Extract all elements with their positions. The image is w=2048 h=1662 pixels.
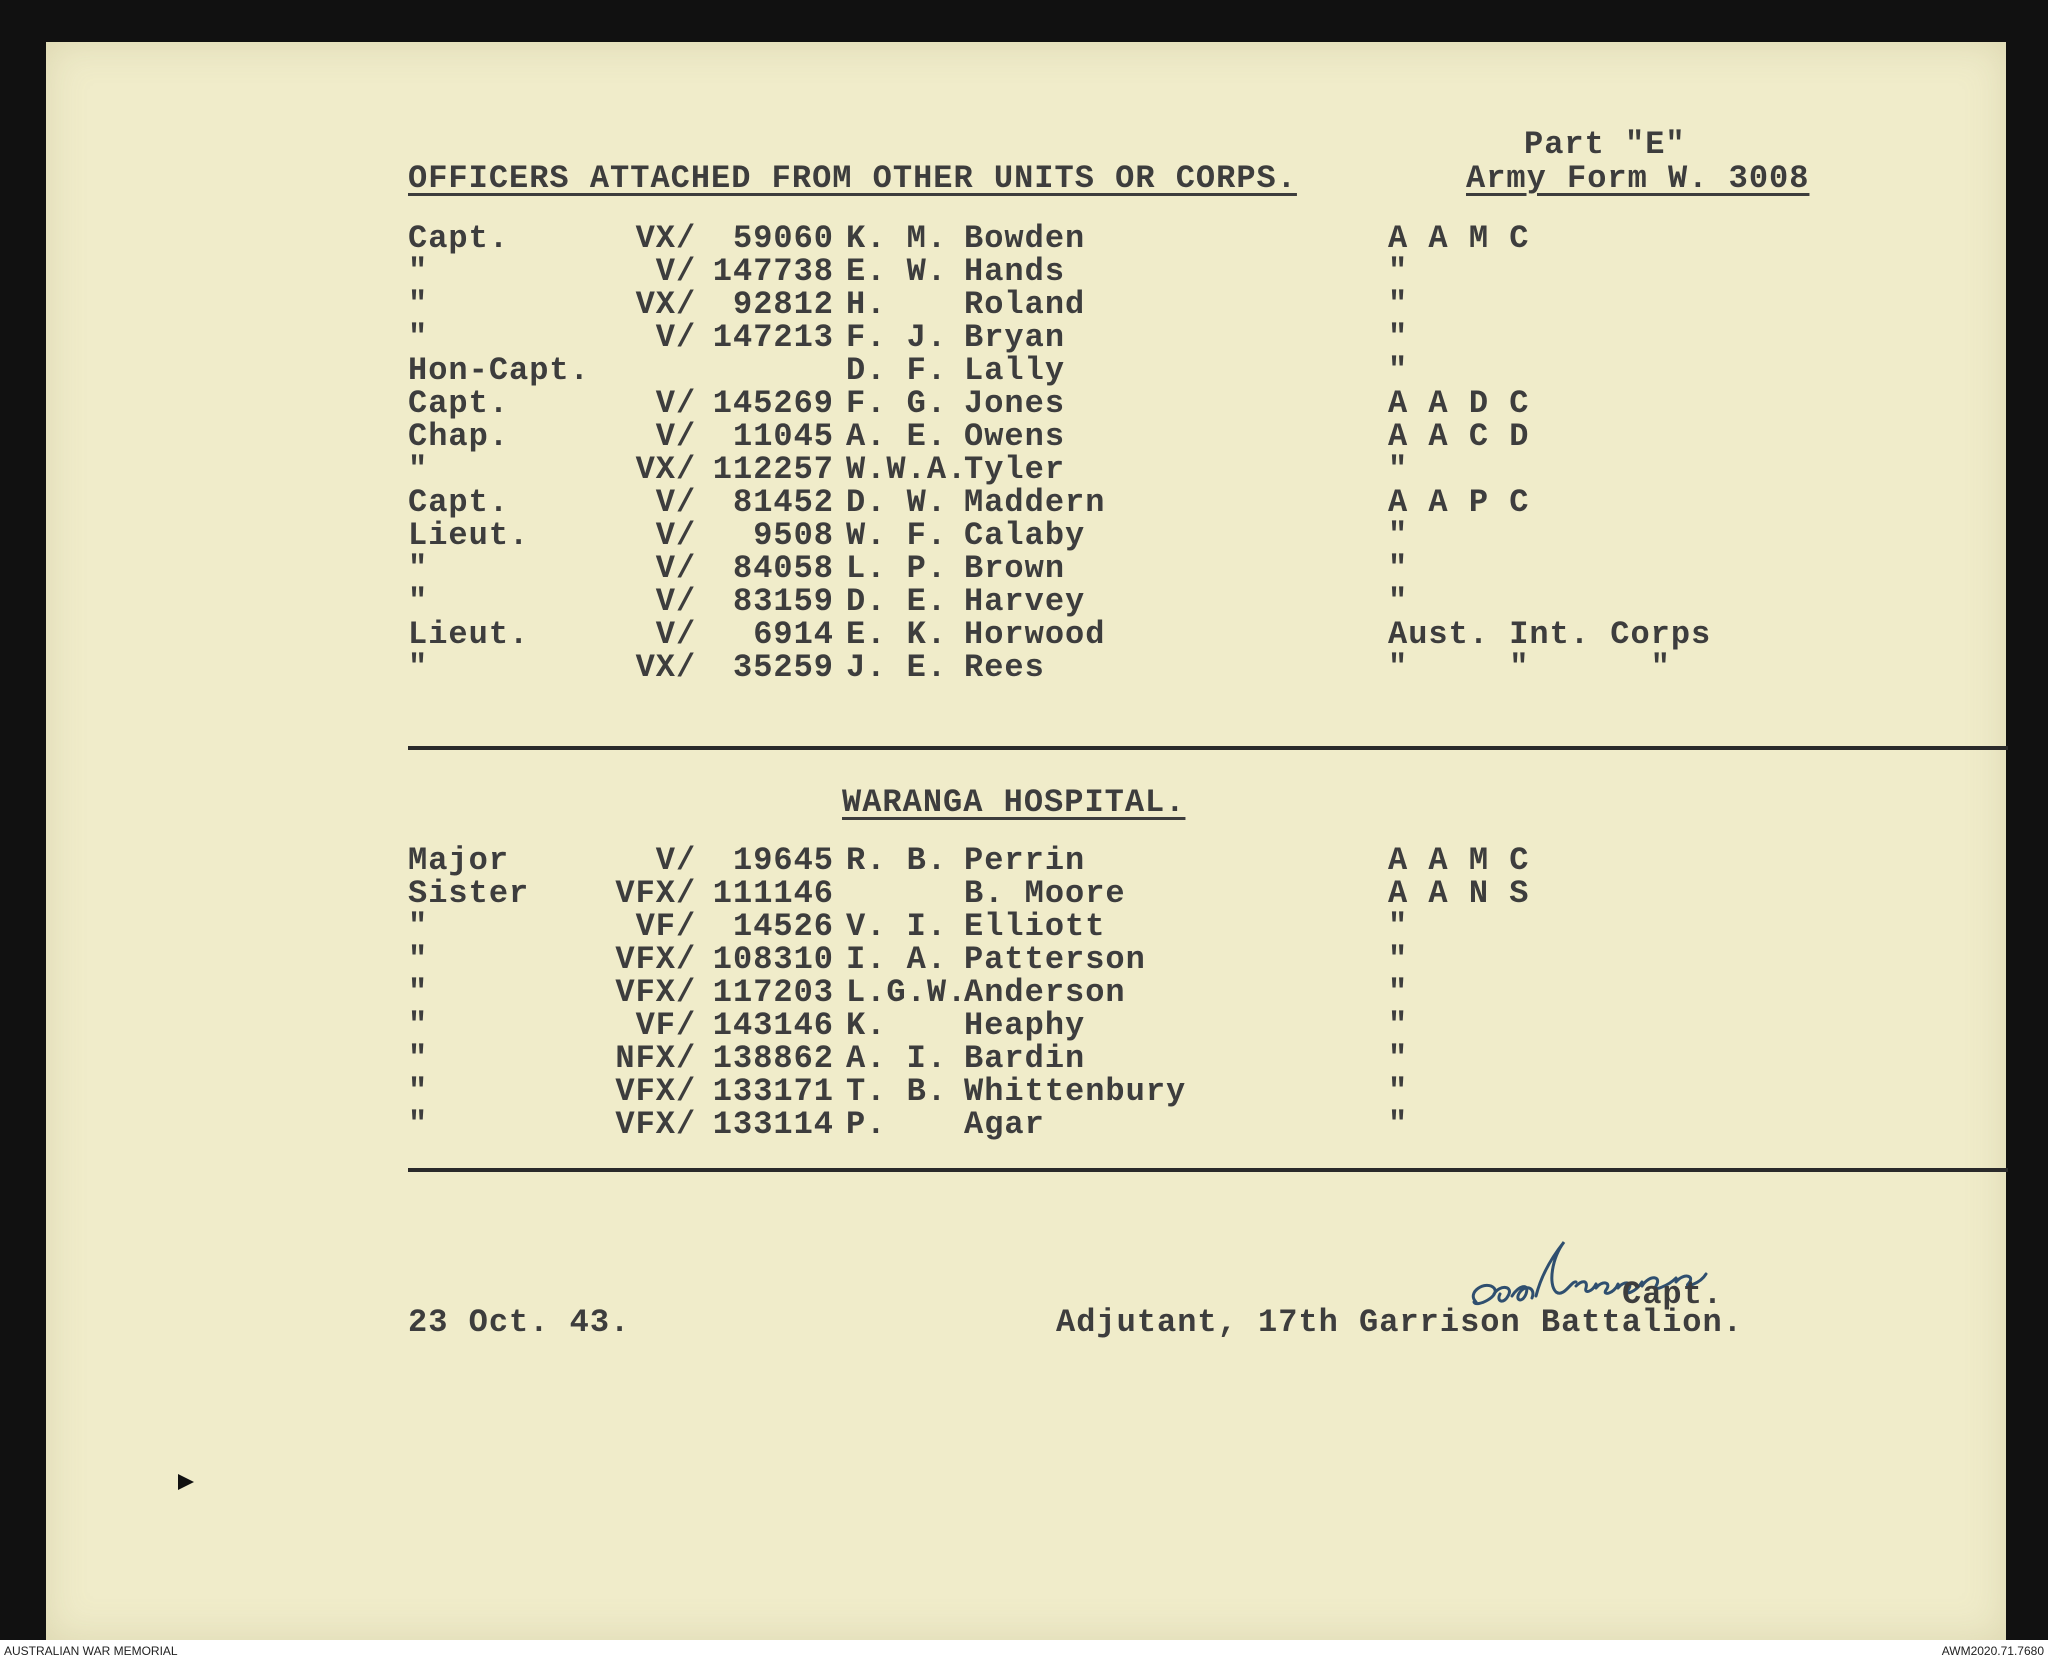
surname-cell: Perrin <box>964 842 1086 879</box>
slash-mark: / <box>676 616 697 653</box>
unit-cell: A A C D <box>1388 418 1530 455</box>
surname-cell: Jones <box>964 385 1066 422</box>
hospital-row <box>46 941 2006 978</box>
slash-mark: / <box>676 941 697 978</box>
service-prefix: V <box>655 319 676 356</box>
unit-cell: A A P C <box>1388 484 1530 521</box>
service-prefix: V <box>655 517 676 554</box>
rank-cell: " <box>408 583 429 620</box>
initials-cell: J. E. <box>846 649 948 686</box>
slash-mark: / <box>676 583 697 620</box>
initials-cell: I. A. <box>846 941 948 978</box>
hospital-row <box>46 1040 2006 1077</box>
slash-mark: / <box>676 974 697 1011</box>
unit-cell: " <box>1388 1007 1409 1044</box>
surname-cell: Bryan <box>964 319 1066 356</box>
initials-cell: E. K. <box>846 616 948 653</box>
initials-cell: P. <box>846 1106 887 1143</box>
rank-cell: " <box>408 941 429 978</box>
slash-mark: / <box>676 1007 697 1044</box>
officer-row <box>46 616 2006 653</box>
section-divider <box>408 1168 2008 1172</box>
initials-cell: D. E. <box>846 583 948 620</box>
rank-cell: Lieut. <box>408 517 530 554</box>
initials-cell: F. G. <box>846 385 948 422</box>
unit-cell: " <box>1388 352 1409 389</box>
service-number: 145269 <box>712 385 834 422</box>
archive-ref: AWM2020.71.7680 <box>1941 1644 2044 1658</box>
rank-cell: Major <box>408 842 510 879</box>
surname-cell: Elliott <box>964 908 1106 945</box>
document-date: 23 Oct. 43. <box>408 1304 631 1341</box>
part-label: Part "E" <box>1524 126 1686 163</box>
surname-cell: Roland <box>964 286 1086 323</box>
service-prefix: VFX <box>615 974 676 1011</box>
initials-cell: T. B. <box>846 1073 948 1110</box>
initials-cell: A. E. <box>846 418 948 455</box>
hospital-row <box>46 1106 2006 1143</box>
surname-cell: Bardin <box>964 1040 1086 1077</box>
unit-cell: " <box>1388 253 1409 290</box>
unit-cell: " <box>1388 974 1409 1011</box>
service-prefix: VF <box>635 908 676 945</box>
unit-cell: Aust. Int. Corps <box>1388 616 1712 653</box>
initials-cell: V. I. <box>846 908 948 945</box>
hospital-row <box>46 842 2006 879</box>
signatory-title: Adjutant, 17th Garrison Battalion. <box>1056 1304 1743 1341</box>
service-prefix: VX <box>635 220 676 257</box>
surname-cell: Hands <box>964 253 1066 290</box>
officer-row <box>46 319 2006 356</box>
unit-cell: " <box>1388 908 1409 945</box>
rank-cell: " <box>408 319 429 356</box>
surname-cell: Whittenbury <box>964 1073 1187 1110</box>
service-number: 147213 <box>712 319 834 356</box>
slash-mark: / <box>676 908 697 945</box>
unit-cell: " <box>1388 941 1409 978</box>
unit-cell: " " " <box>1388 649 1671 686</box>
hospital-row <box>46 875 2006 912</box>
section-divider <box>408 746 2008 750</box>
service-prefix: VFX <box>615 1106 676 1143</box>
service-prefix: VX <box>635 649 676 686</box>
rank-cell: " <box>408 550 429 587</box>
service-number: 143146 <box>712 1007 834 1044</box>
service-number: 117203 <box>712 974 834 1011</box>
initials-cell: W.W.A. <box>846 451 968 488</box>
officer-row <box>46 220 2006 257</box>
hospital-row <box>46 1007 2006 1044</box>
surname-cell: Heaphy <box>964 1007 1086 1044</box>
service-number: 133171 <box>712 1073 834 1110</box>
form-label: Army Form W. 3008 <box>1466 160 1810 197</box>
slash-mark: / <box>676 451 697 488</box>
document-page <box>46 42 2006 1640</box>
service-prefix: V <box>655 484 676 521</box>
rank-cell: Sister <box>408 875 530 912</box>
slash-mark: / <box>676 1106 697 1143</box>
surname-cell: Harvey <box>964 583 1086 620</box>
officer-row <box>46 649 2006 686</box>
unit-cell: " <box>1388 583 1409 620</box>
service-number: 19645 <box>732 842 834 879</box>
service-prefix: VFX <box>615 1073 676 1110</box>
initials-cell: E. W. <box>846 253 948 290</box>
service-number: 92812 <box>732 286 834 323</box>
officer-row <box>46 352 2006 389</box>
rank-cell: " <box>408 649 429 686</box>
officer-row <box>46 451 2006 488</box>
initials-cell: K. <box>846 1007 887 1044</box>
surname-cell: Anderson <box>964 974 1126 1011</box>
surname-cell: Owens <box>964 418 1066 455</box>
archive-footer <box>0 1640 2048 1662</box>
unit-cell: A A N S <box>1388 875 1530 912</box>
service-prefix: NFX <box>615 1040 676 1077</box>
unit-cell: " <box>1388 517 1409 554</box>
service-prefix: V <box>655 385 676 422</box>
service-number: 9508 <box>753 517 834 554</box>
surname-cell: Calaby <box>964 517 1086 554</box>
service-number: 84058 <box>732 550 834 587</box>
officer-row <box>46 253 2006 290</box>
unit-cell: " <box>1388 451 1409 488</box>
surname-cell: Brown <box>964 550 1066 587</box>
unit-cell: " <box>1388 1073 1409 1110</box>
signatory-rank: Capt. <box>1622 1276 1724 1313</box>
slash-mark: / <box>676 649 697 686</box>
unit-cell: " <box>1388 550 1409 587</box>
initials-cell: W. F. <box>846 517 948 554</box>
service-prefix: V <box>655 583 676 620</box>
officer-row <box>46 517 2006 554</box>
rank-cell: Capt. <box>408 385 510 422</box>
surname-cell: Lally <box>964 352 1066 389</box>
slash-mark: / <box>676 550 697 587</box>
initials-cell: H. <box>846 286 887 323</box>
unit-cell: A A D C <box>1388 385 1530 422</box>
rank-cell: " <box>408 286 429 323</box>
unit-cell: " <box>1388 319 1409 356</box>
slash-mark: / <box>676 1073 697 1110</box>
initials-cell: K. M. <box>846 220 948 257</box>
rank-cell: Capt. <box>408 484 510 521</box>
surname-cell: Maddern <box>964 484 1106 521</box>
service-prefix: V <box>655 550 676 587</box>
slash-mark: / <box>676 286 697 323</box>
service-number: 81452 <box>732 484 834 521</box>
service-prefix: VFX <box>615 875 676 912</box>
surname-cell: Rees <box>964 649 1045 686</box>
hospital-row <box>46 974 2006 1011</box>
slash-mark: / <box>676 385 697 422</box>
hospital-row <box>46 1073 2006 1110</box>
hospital-row <box>46 908 2006 945</box>
slash-mark: / <box>676 517 697 554</box>
service-number: 111146 <box>712 875 834 912</box>
unit-cell: A A M C <box>1388 842 1530 879</box>
hospital-title: WARANGA HOSPITAL. <box>842 784 1186 821</box>
officer-row <box>46 385 2006 422</box>
rank-cell: " <box>408 908 429 945</box>
service-prefix: V <box>655 842 676 879</box>
initials-cell: A. I. <box>846 1040 948 1077</box>
service-prefix: VX <box>635 451 676 488</box>
officer-row <box>46 550 2006 587</box>
service-number: 83159 <box>732 583 834 620</box>
surname-cell: Horwood <box>964 616 1106 653</box>
rank-cell: " <box>408 1040 429 1077</box>
initials-cell: D. W. <box>846 484 948 521</box>
service-prefix: VX <box>635 286 676 323</box>
service-number: 133114 <box>712 1106 834 1143</box>
service-number: 59060 <box>732 220 834 257</box>
rank-cell: Hon-Capt. <box>408 352 590 389</box>
ink-mark <box>178 1474 194 1490</box>
service-prefix: V <box>655 616 676 653</box>
surname-cell: B. Moore <box>964 875 1126 912</box>
initials-cell: L. P. <box>846 550 948 587</box>
rank-cell: " <box>408 1106 429 1143</box>
officer-row <box>46 484 2006 521</box>
initials-cell: R. B. <box>846 842 948 879</box>
initials-cell: D. F. <box>846 352 948 389</box>
page-title: OFFICERS ATTACHED FROM OTHER UNITS OR CORPS. <box>408 160 1297 197</box>
service-prefix: V <box>655 253 676 290</box>
slash-mark: / <box>676 418 697 455</box>
officer-row <box>46 418 2006 455</box>
officer-row <box>46 583 2006 620</box>
slash-mark: / <box>676 1040 697 1077</box>
service-prefix: V <box>655 418 676 455</box>
surname-cell: Agar <box>964 1106 1045 1143</box>
rank-cell: " <box>408 451 429 488</box>
officer-row <box>46 286 2006 323</box>
service-number: 14526 <box>732 908 834 945</box>
service-number: 11045 <box>732 418 834 455</box>
slash-mark: / <box>676 484 697 521</box>
rank-cell: " <box>408 1073 429 1110</box>
rank-cell: " <box>408 1007 429 1044</box>
service-number: 138862 <box>712 1040 834 1077</box>
rank-cell: " <box>408 974 429 1011</box>
rank-cell: Capt. <box>408 220 510 257</box>
unit-cell: " <box>1388 286 1409 323</box>
slash-mark: / <box>676 842 697 879</box>
surname-cell: Tyler <box>964 451 1066 488</box>
slash-mark: / <box>676 875 697 912</box>
unit-cell: A A M C <box>1388 220 1530 257</box>
rank-cell: Chap. <box>408 418 510 455</box>
unit-cell: " <box>1388 1106 1409 1143</box>
slash-mark: / <box>676 220 697 257</box>
slash-mark: / <box>676 319 697 356</box>
service-number: 6914 <box>753 616 834 653</box>
surname-cell: Patterson <box>964 941 1146 978</box>
service-number: 108310 <box>712 941 834 978</box>
surname-cell: Bowden <box>964 220 1086 257</box>
slash-mark: / <box>676 253 697 290</box>
rank-cell: Lieut. <box>408 616 530 653</box>
service-prefix: VF <box>635 1007 676 1044</box>
service-number: 35259 <box>732 649 834 686</box>
initials-cell: L.G.W. <box>846 974 968 1011</box>
initials-cell: F. J. <box>846 319 948 356</box>
archive-name: AUSTRALIAN WAR MEMORIAL <box>4 1644 178 1658</box>
service-number: 147738 <box>712 253 834 290</box>
rank-cell: " <box>408 253 429 290</box>
service-prefix: VFX <box>615 941 676 978</box>
service-number: 112257 <box>712 451 834 488</box>
unit-cell: " <box>1388 1040 1409 1077</box>
